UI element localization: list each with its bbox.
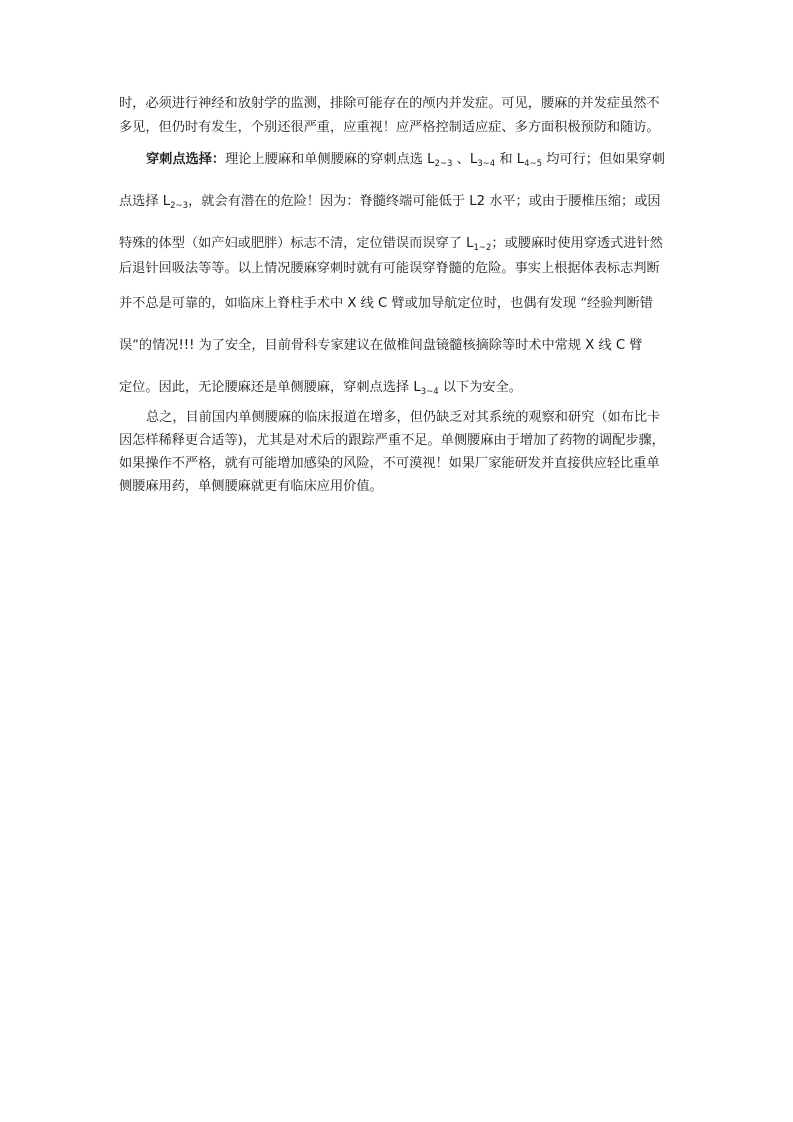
para2-line6 xyxy=(119,337,679,355)
para2-line4 xyxy=(119,260,679,278)
vertebra-label: L xyxy=(162,194,171,209)
carm-label: C xyxy=(378,296,388,311)
vertebra-label: L xyxy=(466,236,474,251)
vertebra-label: L xyxy=(469,152,478,167)
para2-text: 水平；或由于腰椎压缩；或因 xyxy=(484,194,661,209)
para2-line7 xyxy=(119,379,679,398)
para2-text: 臂或加导航定位时，也偶有发现 “经验判断错 xyxy=(387,296,653,311)
para3-line4 xyxy=(119,478,679,496)
vertebra-label: L2 xyxy=(469,194,485,209)
para3-text: 如果操作不严格，就有可能增加感染的风险，不可漠视！如果厂家能研发并直接供应轻比重单 xyxy=(119,456,660,471)
para2-text: 后退针回吸法等等。以上情况腰麻穿刺时就有可能误穿脊髓的危险。事实上根据体表标志判断 xyxy=(119,261,660,276)
para2-text: 并不总是可靠的，如临床上脊柱手术中 xyxy=(119,296,348,311)
para2-text: 、 xyxy=(452,152,470,167)
para2-text: 定位。因此，无论腰麻还是单侧腰麻，穿刺点选择 xyxy=(119,380,414,395)
para1-line1 xyxy=(119,95,679,113)
vertebra-subscript: 1~2 xyxy=(473,243,492,253)
para2-text: 点选择 xyxy=(119,194,163,209)
section-heading: 穿刺点选择： xyxy=(146,152,226,167)
para2-text: ；或腰麻时使用穿透式进针然 xyxy=(491,236,663,251)
vertebra-subscript: 3~4 xyxy=(420,387,439,397)
para3-line3 xyxy=(119,455,679,473)
para3-text: 因怎样稀释更合适等)，尤其是对术后的跟踪严重不足。单侧腰麻由于增加了药物的调配步骤， xyxy=(119,433,665,448)
para1-line2 xyxy=(119,119,679,137)
para3-line2 xyxy=(119,432,679,450)
carm-label: C xyxy=(615,338,626,353)
vertebra-label: L xyxy=(427,152,435,167)
para3-text: 总之，目前国内单侧腰麻的临床报道在增多，但仍缺乏对其系统的观察和研究（如布比卡 xyxy=(146,410,661,425)
para2-line1 xyxy=(146,151,679,170)
para2-text: ，就会有潜在的危险！因为：脊髓终端可能低于 xyxy=(188,194,470,209)
para2-text: 和 xyxy=(495,152,517,167)
para3-line1 xyxy=(146,409,679,427)
para2-text: 线 xyxy=(594,338,616,353)
para2-text: 特殊的体型（如产妇或肥胖）标志不清，定位错误而误穿了 xyxy=(119,236,467,251)
para3-text: 侧腰麻用药，单侧腰麻就更有临床应用价值。 xyxy=(119,479,383,494)
exclamation-marks: !!! xyxy=(178,338,195,353)
vertebra-subscript: 3~4 xyxy=(477,159,496,169)
para2-line3 xyxy=(119,235,679,254)
para2-text: 理论上腰麻和单侧腰麻的穿刺点选 xyxy=(225,152,428,167)
xray-label: X xyxy=(585,338,595,353)
para2-text: 线 xyxy=(356,296,379,311)
vertebra-label: L xyxy=(413,380,421,395)
para2-text: 为了安全，目前骨科专家建议在做椎间盘镜髓核摘除等时术中常规 xyxy=(194,338,586,353)
para2-text: 以下为安全。 xyxy=(438,380,522,395)
xray-label: X xyxy=(347,296,357,311)
para2-line5 xyxy=(119,295,679,313)
para2-line2 xyxy=(119,193,679,212)
vertebra-label: L xyxy=(516,152,525,167)
vertebra-subscript: 4~5 xyxy=(524,159,543,169)
para2-text: 均可行；但如果穿刺 xyxy=(542,152,665,167)
vertebra-subscript: 2~3 xyxy=(434,159,453,169)
para2-text: 误”的情况 xyxy=(119,338,179,353)
para2-text: 臂 xyxy=(625,338,643,353)
vertebra-subscript: 2~3 xyxy=(170,201,189,211)
para1-text: 时，必须进行神经和放射学的监测，排除可能存在的颅内并发症。可见，腰麻的并发症虽然不 xyxy=(119,96,660,111)
para1-text: 多见，但仍时有发生，个别还很严重，应重视！应严格控制适应症、多方面积极预防和随访。 xyxy=(119,120,660,135)
